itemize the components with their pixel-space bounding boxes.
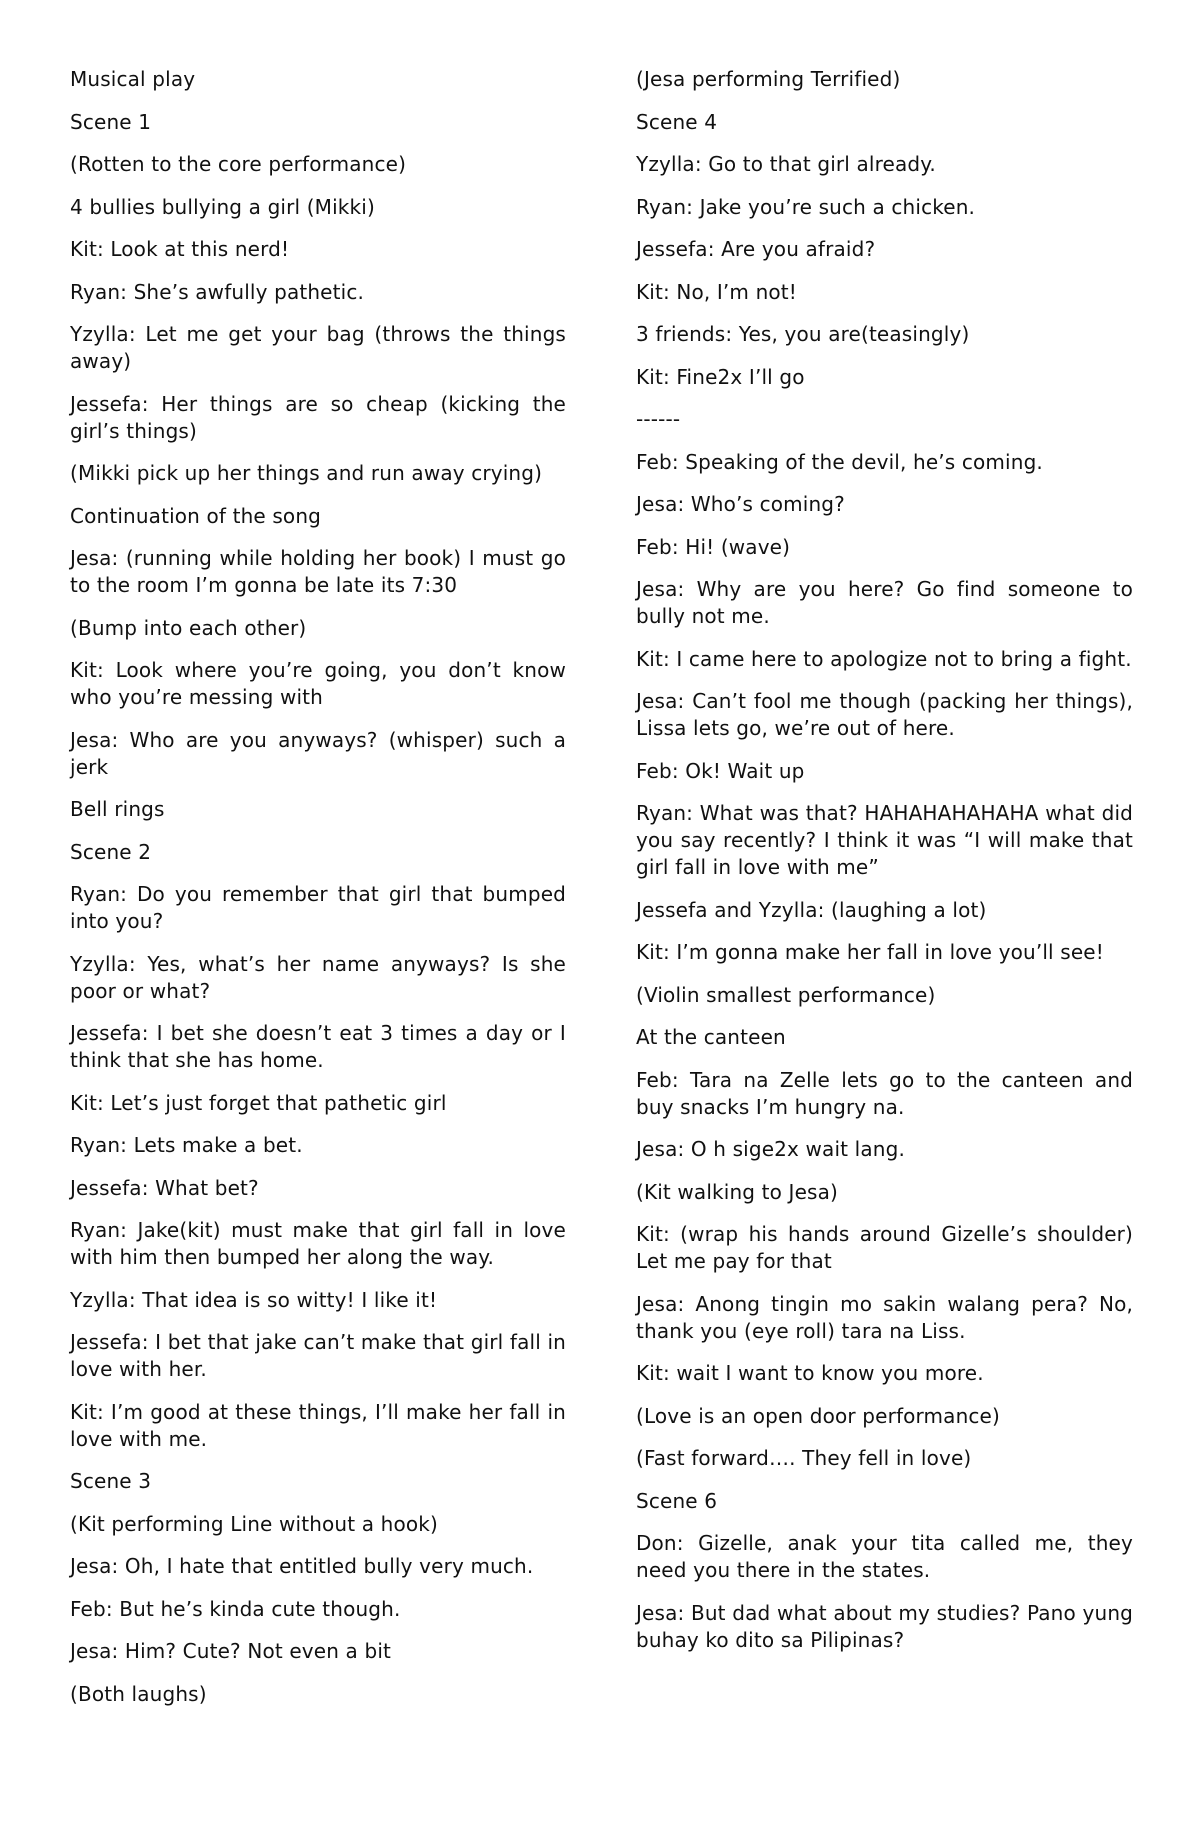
script-line: Feb: Tara na Zelle lets go to the canteen and buy snacks I’m hungry na. bbox=[636, 1067, 1133, 1119]
script-line: Jesa: O h sige2x wait lang. bbox=[636, 1137, 905, 1161]
script-line: Ryan: She’s awfully pathetic. bbox=[70, 279, 364, 304]
script-line: ------ bbox=[636, 407, 681, 431]
script-line: Don: Gizelle, anak your tita called me, they need you there in the states. bbox=[636, 1531, 1133, 1582]
script-line: Ryan: Lets make a bet. bbox=[70, 1133, 303, 1157]
script-line: Jesa: Why are you here? Go find someone to bully not me. bbox=[636, 577, 1133, 628]
script-line: Kit: Look where you’re going, you don’t know who you’re messing with bbox=[70, 658, 566, 709]
script-line: Ryan: Jake you’re such a chicken. bbox=[636, 194, 976, 219]
script-line: Ryan: What was that? HAHAHAHAHAHA what did you say recently? I think it was “I will make that girl fall in love with me” bbox=[636, 801, 1133, 879]
script-line: Feb: But he’s kinda cute though. bbox=[70, 1596, 401, 1621]
script-line: Scene 4 bbox=[636, 109, 718, 134]
script-line: Jessefa: What bet? bbox=[70, 1175, 259, 1200]
script-line: Continuation of the song bbox=[70, 503, 321, 528]
script-line: Kit: (wrap his hands around Gizelle’s shoulder) Let me pay for that bbox=[636, 1222, 1133, 1273]
script-right-column bbox=[636, 66, 1133, 1669]
script-line: Feb: Hi! (wave) bbox=[636, 534, 791, 559]
script-line: Yzylla: That idea is so witty! I like it! bbox=[70, 1287, 438, 1312]
script-line: Kit: Look at this nerd! bbox=[70, 237, 290, 261]
script-line: (Both laughs) bbox=[70, 1681, 207, 1706]
script-line: (Bump into each other) bbox=[70, 615, 307, 640]
script-line: Jessefa: Her things are so cheap (kicking the girl’s things) bbox=[70, 391, 566, 443]
script-line: Scene 6 bbox=[636, 1488, 718, 1513]
script-line: (Kit performing Line without a hook) bbox=[70, 1511, 438, 1536]
script-line: (Fast forward…. They fell in love) bbox=[636, 1446, 972, 1470]
script-line: Scene 1 bbox=[70, 109, 152, 134]
script-line: Yzylla: Yes, what’s her name anyways? Is she poor or what? bbox=[70, 951, 566, 1003]
script-line: Kit: I came here to apologize not to bring a fight. bbox=[636, 646, 1132, 671]
script-line: Jesa: Who are you anyways? (whisper) such a jerk bbox=[70, 727, 566, 779]
script-line: Jesa: (running while holding her book) I must go to the room I’m gonna be late its 7:30 bbox=[70, 546, 566, 597]
script-line: Musical play bbox=[70, 67, 196, 91]
script-line: Kit: Fine2x I’ll go bbox=[636, 364, 805, 389]
script-line: Jessefa: Are you afraid? bbox=[636, 237, 876, 261]
script-line: (Violin smallest performance) bbox=[636, 982, 936, 1007]
script-line: Yzylla: Let me get your bag (throws the things away) bbox=[70, 322, 566, 373]
script-line: Jesa: Can’t fool me though (packing her things), Lissa lets go, we’re out of here. bbox=[636, 689, 1133, 740]
script-line: Feb: Ok! Wait up bbox=[636, 758, 805, 783]
script-line: Jesa: Who’s coming? bbox=[636, 492, 845, 516]
script-line: Jesa: But dad what about my studies? Pano yung buhay ko dito sa Pilipinas? bbox=[636, 1600, 1133, 1652]
script-line: At the canteen bbox=[636, 1025, 786, 1049]
script-line: Jesa: Oh, I hate that entitled bully very much. bbox=[70, 1554, 534, 1578]
script-line: Yzylla: Go to that girl already. bbox=[636, 152, 936, 176]
script-line: Kit: wait I want to know you more. bbox=[636, 1361, 984, 1385]
script-line: (Kit walking to Jesa) bbox=[636, 1179, 838, 1204]
script-line: (Rotten to the core performance) bbox=[70, 152, 407, 176]
script-line: 4 bullies bullying a girl (Mikki) bbox=[70, 194, 375, 219]
script-left-column bbox=[70, 66, 566, 1723]
script-line: 3 friends: Yes, you are(teasingly) bbox=[636, 322, 970, 346]
script-line: Jesa: Anong tingin mo sakin walang pera? No, thank you (eye roll) tara na Liss. bbox=[636, 1291, 1133, 1343]
script-line: Kit: I’m good at these things, I’ll make her fall in love with me. bbox=[70, 1399, 566, 1451]
script-line: Jessefa and Yzylla: (laughing a lot) bbox=[636, 897, 987, 922]
script-line: (Jesa performing Terrified) bbox=[636, 67, 901, 91]
script-line: Ryan: Do you remember that girl that bumped into you? bbox=[70, 882, 566, 933]
script-line: Bell rings bbox=[70, 797, 165, 821]
script-line: Jessefa: I bet that jake can’t make that girl fall in love with her. bbox=[70, 1330, 566, 1381]
script-line: Scene 3 bbox=[70, 1469, 152, 1493]
script-line: Kit: Let’s just forget that pathetic girl bbox=[70, 1090, 447, 1115]
script-line: Scene 2 bbox=[70, 839, 152, 864]
script-line: Jesa: Him? Cute? Not even a bit bbox=[70, 1639, 392, 1663]
script-line: Kit: I’m gonna make her fall in love you’ll see! bbox=[636, 940, 1104, 964]
script-line: Jessefa: I bet she doesn’t eat 3 times a day or I think that she has home. bbox=[70, 1021, 566, 1072]
script-line: Kit: No, I’m not! bbox=[636, 279, 797, 304]
script-line: (Love is an open door performance) bbox=[636, 1403, 1000, 1428]
script-line: (Mikki pick up her things and run away crying) bbox=[70, 461, 543, 485]
script-line: Feb: Speaking of the devil, he’s coming. bbox=[636, 449, 1043, 474]
script-line: Ryan: Jake(kit) must make that girl fall in love with him then bumped her along the way. bbox=[70, 1218, 566, 1269]
